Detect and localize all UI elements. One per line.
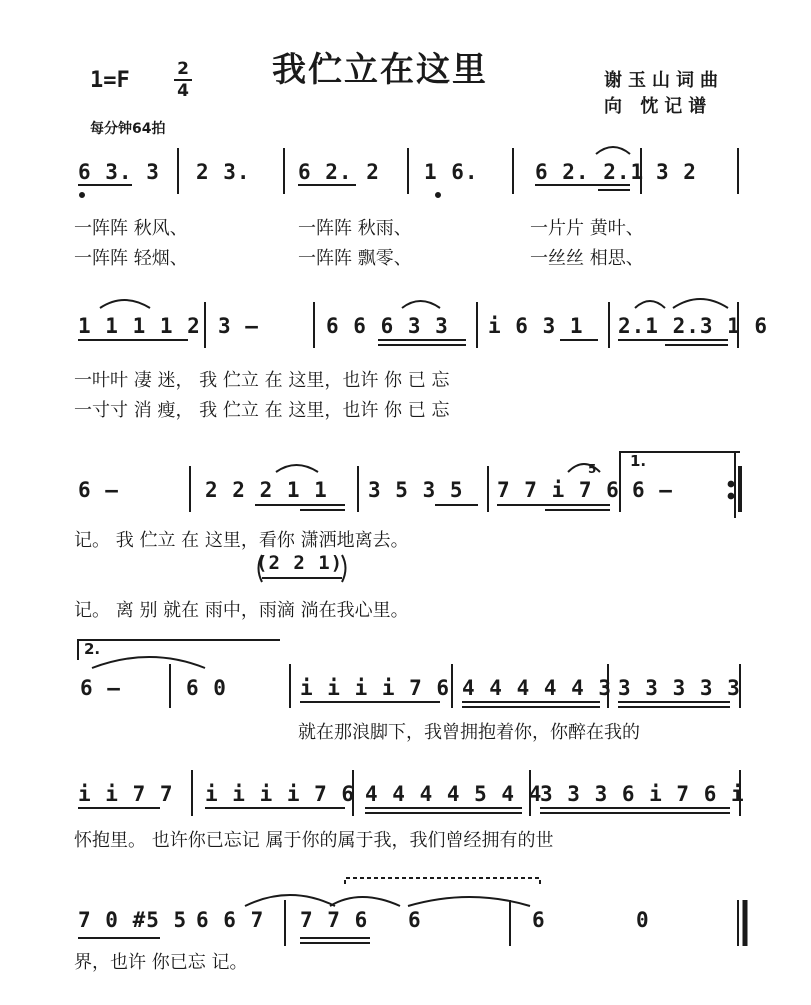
measure-notes: 6 2. 2 bbox=[298, 160, 380, 184]
tempo-marking: 每分钟64拍 bbox=[90, 121, 166, 137]
measure-notes: 6 6 7 bbox=[196, 908, 265, 932]
credit-transcriber: 向 忱记谱 bbox=[604, 96, 713, 117]
measure-notes: 1 6. bbox=[424, 160, 479, 184]
song-title: 我伫立在这里 bbox=[272, 50, 488, 90]
measure-notes: 6 – bbox=[632, 478, 673, 502]
measure-notes: 3 2 bbox=[656, 160, 697, 184]
measure-notes: i i i i 7 6 bbox=[205, 782, 356, 806]
measure-notes: 7 0 #5 5 bbox=[78, 908, 188, 932]
measure-notes: 6 6 6 3 3 bbox=[326, 314, 449, 338]
alt-notes-verse2: (2 2 1) bbox=[256, 552, 344, 574]
measure-notes: 2 3. bbox=[196, 160, 251, 184]
measure-notes: 4 4 4 4 4 3 bbox=[462, 676, 613, 700]
lyric-line: 怀抱里。 也许你已忘记 属于你的属于我，我们曾经拥有的世 bbox=[74, 830, 554, 851]
lyric-verse1: 一片片 黄叶、 bbox=[530, 218, 644, 239]
lyric-verse1: 记。 我 伫立 在 这里，看你 潇洒地离去。 bbox=[74, 530, 409, 551]
lyric-verse2: 记。 离 别 就在 雨中，雨滴 淌在我心里。 bbox=[74, 600, 409, 621]
measure-notes: 0 bbox=[636, 908, 650, 932]
measure-notes: 1 1 1 1 2 bbox=[78, 314, 201, 338]
measure-notes: 6 0 bbox=[186, 676, 227, 700]
measure-notes: 6 bbox=[408, 908, 422, 932]
measure-notes: 6 2. 2.1 bbox=[535, 160, 645, 184]
lyric-line: 界，也许 你已忘 记。 bbox=[74, 952, 248, 973]
measure-notes: 3 – bbox=[218, 314, 259, 338]
time-signature bbox=[172, 60, 194, 100]
measure-notes: 3 5 3 5 bbox=[368, 478, 464, 502]
volta-1-label: 1. bbox=[630, 452, 647, 470]
key-signature: 1=F bbox=[90, 68, 130, 93]
measure-notes: 2.1 2.3 1 6 bbox=[618, 314, 769, 338]
measure-notes: 3 3 3 6 i 7 6 i bbox=[540, 782, 745, 806]
lyric-verse2: 一丝丝 相思、 bbox=[530, 248, 644, 269]
grace-note: 5 bbox=[588, 462, 597, 476]
measure-notes: i i 7 7 bbox=[78, 782, 174, 806]
measure-notes: 7 7 6 bbox=[300, 908, 369, 932]
measure-notes: 2 2 2 1 1 bbox=[205, 478, 328, 502]
lyric-verse2: 一阵阵 轻烟、 bbox=[74, 248, 188, 269]
measure-notes: 7 7 i 7 6 bbox=[497, 478, 620, 502]
lyric-verse1: 一阵阵 秋风、 bbox=[74, 218, 188, 239]
lyric-verse1: 一阵阵 秋雨、 bbox=[298, 218, 412, 239]
lyric-line: 就在那浪脚下，我曾拥抱着你，你醉在我的 bbox=[298, 722, 640, 743]
measure-notes: 6 3. 3 bbox=[78, 160, 160, 184]
credit-lyricist-composer: 谢玉山词曲 bbox=[604, 70, 724, 91]
time-signature-bottom: 4 bbox=[177, 81, 189, 101]
measure-notes: 4 4 4 4 5 4 4 bbox=[365, 782, 543, 806]
lyric-verse2: 一寸寸 消 瘦， 我 伫立 在 这里，也许 你 已 忘 bbox=[74, 400, 450, 421]
measure-notes: i i i i 7 6 bbox=[300, 676, 451, 700]
measure-notes: 6 – bbox=[80, 676, 121, 700]
lyric-verse1: 一叶叶 凄 迷， 我 伫立 在 这里，也许 你 已 忘 bbox=[74, 370, 450, 391]
measure-notes: 6 bbox=[532, 908, 546, 932]
lyric-verse2: 一阵阵 飘零、 bbox=[298, 248, 412, 269]
measure-notes: i 6 3 1 bbox=[488, 314, 584, 338]
measure-notes: 3 3 3 3 3 bbox=[618, 676, 741, 700]
measure-notes: 6 – bbox=[78, 478, 119, 502]
volta-2-label: 2. bbox=[84, 640, 101, 658]
time-signature-top: 2 bbox=[177, 59, 189, 79]
